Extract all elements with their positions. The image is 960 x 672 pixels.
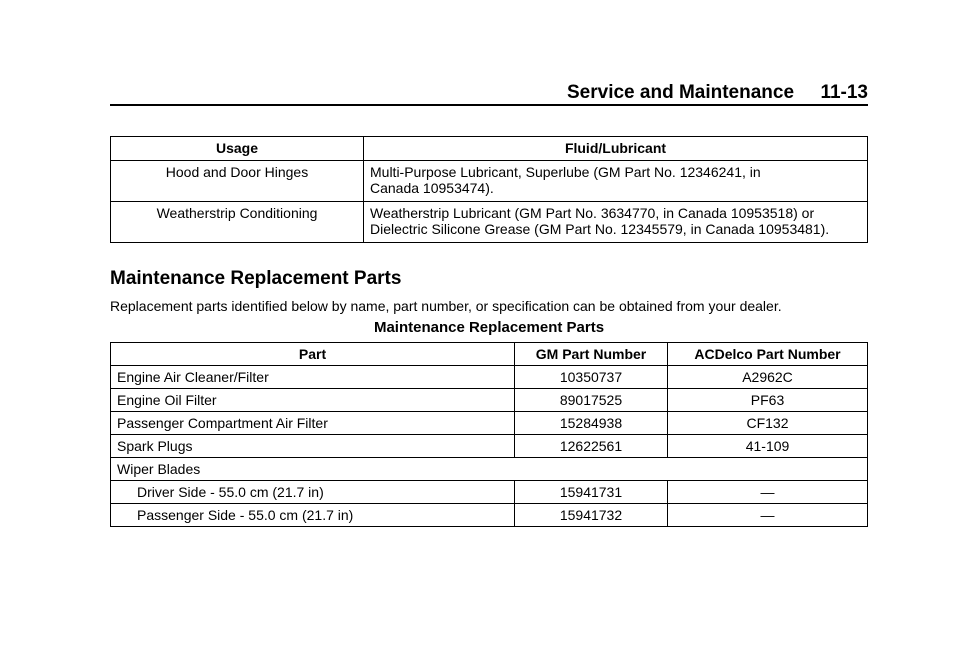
section-intro: Replacement parts identified below by name, part number, or specification can be obtained from your dealer. (110, 298, 782, 314)
gm-cell: 89017525 (515, 389, 668, 412)
usage-cell: Hood and Door Hinges (111, 161, 364, 202)
acdelco-cell: A2962C (668, 366, 868, 389)
fluid-line: Multi-Purpose Lubricant, Superlube (GM Part No. 12346241, in (370, 164, 761, 180)
table-group-row (111, 458, 868, 481)
table-row (111, 412, 868, 435)
table-row (111, 366, 868, 389)
gm-cell: 15284938 (515, 412, 668, 435)
table-header-row (111, 343, 868, 366)
usage-cell: Weatherstrip Conditioning (111, 202, 364, 243)
part-group-cell: Wiper Blades (111, 458, 868, 481)
fluid-line: Canada 10953474). (370, 180, 494, 196)
acdelco-cell: — (668, 504, 868, 527)
gm-cell: 12622561 (515, 435, 668, 458)
fluid-line: Weatherstrip Lubricant (GM Part No. 3634770, in Canada 10953518) or (370, 205, 815, 221)
gm-cell: 10350737 (515, 366, 668, 389)
acdelco-cell: 41-109 (668, 435, 868, 458)
table-row (111, 389, 868, 412)
part-cell: Engine Air Cleaner/Filter (111, 366, 515, 389)
acdelco-cell: — (668, 481, 868, 504)
table-row (111, 504, 868, 527)
part-cell: Passenger Side - 55.0 cm (21.7 in) (111, 504, 515, 527)
acdelco-cell: CF132 (668, 412, 868, 435)
part-cell: Engine Oil Filter (111, 389, 515, 412)
fluid-cell (364, 161, 868, 202)
part-cell: Driver Side - 55.0 cm (21.7 in) (111, 481, 515, 504)
table-row (111, 481, 868, 504)
fluids-table (110, 136, 868, 243)
column-header-usage: Usage (111, 137, 364, 161)
page-number: 11-13 (820, 82, 868, 103)
fluid-cell (364, 202, 868, 243)
column-header-acdelco: ACDelco Part Number (668, 343, 868, 366)
header-section-title: Service and Maintenance (567, 82, 795, 103)
column-header-fluid: Fluid/Lubricant (364, 137, 868, 161)
gm-cell: 15941732 (515, 504, 668, 527)
page-header (110, 82, 868, 104)
part-cell: Passenger Compartment Air Filter (111, 412, 515, 435)
gm-cell: 15941731 (515, 481, 668, 504)
header-rule (110, 104, 868, 106)
table-row (111, 161, 868, 202)
table-row (111, 435, 868, 458)
table-caption: Maintenance Replacement Parts (373, 319, 605, 336)
part-cell: Spark Plugs (111, 435, 515, 458)
column-header-gm: GM Part Number (515, 343, 668, 366)
fluid-line: Dielectric Silicone Grease (GM Part No. 12345579, in Canada 10953481). (370, 221, 830, 237)
section-title: Maintenance Replacement Parts (110, 268, 402, 289)
parts-table (110, 342, 868, 527)
table-header-row (111, 137, 868, 161)
table-row (111, 202, 868, 243)
column-header-part: Part (111, 343, 515, 366)
acdelco-cell: PF63 (668, 389, 868, 412)
